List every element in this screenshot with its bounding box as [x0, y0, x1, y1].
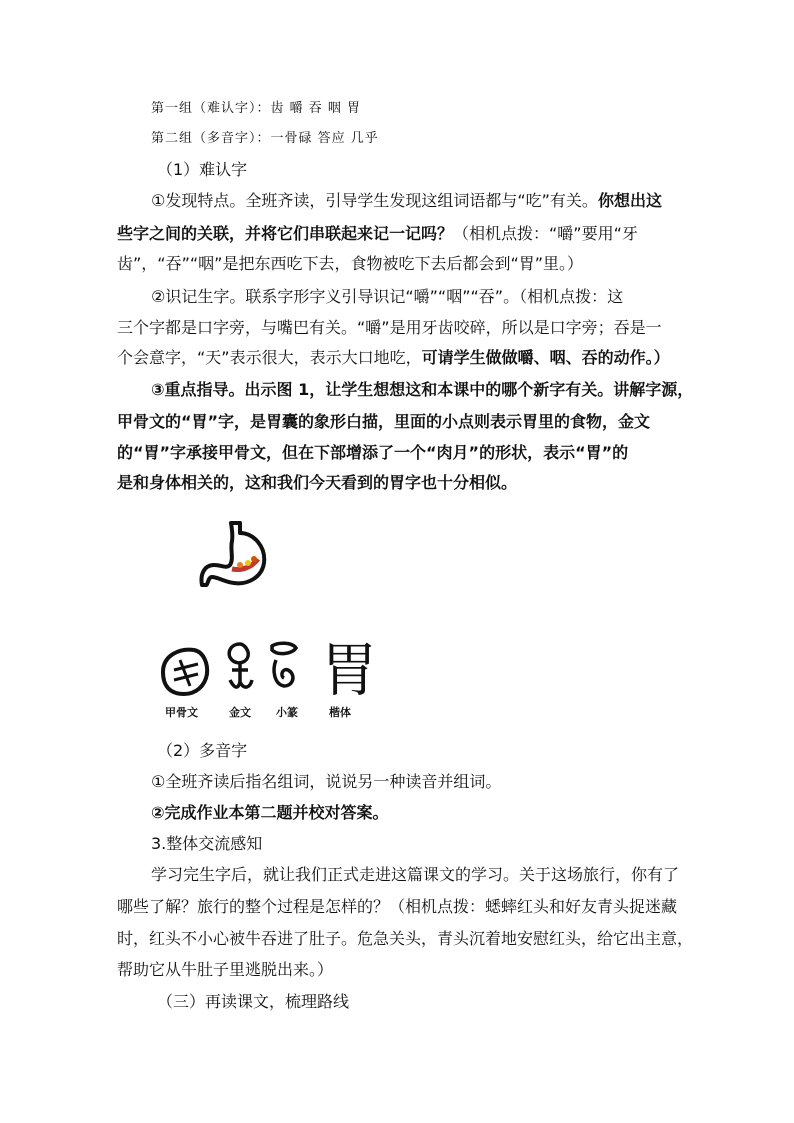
paragraph-5: ②完成作业本第二题并校对答案。 [151, 803, 389, 822]
section-heading-overall: 3.整体交流感知 [151, 834, 263, 853]
section-heading-reread: （三）再读课文，梳理路线 [157, 992, 350, 1011]
paragraph-3-line-1: ③重点指导。出示图 1，让学生想想这和本课中的哪个新字有关。讲解字源， [151, 380, 694, 399]
paragraph-2-line-3 [117, 341, 683, 374]
text: ①发现特点。全班齐读，引导学生发现这组词语都与“吃”有关。 [151, 191, 598, 210]
section-heading-polyphonic: （2）多音字 [157, 741, 248, 760]
paragraph-6-line-2: 哪些了解？旅行的整个过程是怎样的？（相机点拨：蟋蟀红头和好友青头捉迷藏 [117, 897, 678, 916]
text: 个会意字，“天”表示很大，表示大口地吃， [117, 348, 422, 367]
bold-text: 你想出这 [597, 191, 662, 210]
paragraph-6-line-3: 时，红头不小心被牛吞进了肚子。危急关头，青头沉着地安慰红头，给它出主意， [117, 929, 694, 948]
word-group-1: 第一组（难认字）：齿 嚼 吞 咽 胃 [151, 101, 362, 116]
caption-regular: 楷体 [329, 706, 351, 719]
paragraph-1-line-3: 齿”，“吞”“咽”是把东西吃下去，食物被吃下去后都会到“胃”里。） [117, 254, 584, 273]
word-group-2: 第二组（多音字）：一骨碌 答应 几乎 [151, 131, 379, 146]
paragraph-4: ①全班齐读后指名组词，说说另一种读音并组词。 [151, 772, 502, 791]
regular-script-glyph: 胃 [320, 636, 379, 704]
paragraph-6-line-1: 学习完生字后，就让我们正式走进这篇课文的学习。关于这场旅行，你有了 [151, 865, 680, 884]
caption-oracle-bone: 甲骨文 [165, 706, 198, 719]
paragraph-2-line-1: ②识记生字。联系字形字义引导识记“嚼”“咽”“吞”。（相机点拨：这 [151, 287, 624, 306]
paragraph-3-line-4: 是和身体相关的，这和我们今天看到的胃字也十分相似。 [117, 473, 518, 492]
paragraph-2-line-2: 三个字都是口字旁，与嘴巴有关。“嚼”是用牙齿咬碎，所以是口字旁；吞是一 [117, 318, 662, 337]
stomach-illustration [198, 519, 270, 587]
bronze-script-glyph [229, 644, 252, 687]
paragraph-6-line-4: 帮助它从牛肚子里逃脱出来。） [117, 960, 334, 979]
paragraph-1-line-1 [151, 184, 717, 217]
paragraph-1-line-2 [117, 217, 683, 250]
small-seal-script-glyph [272, 643, 296, 686]
bold-text: 可请学生做做嚼、咽、吞的动作。） [421, 348, 670, 367]
paragraph-3-line-2: 甲骨文的“胃”字，是胃囊的象形白描，里面的小点则表示胃里的食物，金文 [117, 412, 651, 431]
bold-text: 些字之间的关联，并将它们串联起来记一记吗？ [117, 224, 454, 243]
text: （相机点拨：“嚼”要用“牙 [453, 224, 638, 243]
paragraph-3-line-3: 的“胃”字承接甲骨文，但在下部增添了一个“肉月”的形状，表示“胃”的 [117, 443, 629, 462]
caption-bronze: 金文 [229, 706, 251, 719]
caption-small-seal: 小篆 [276, 706, 298, 719]
oracle-bone-script-glyph [163, 650, 207, 694]
section-heading-hard-chars: （1）难认字 [157, 160, 248, 179]
